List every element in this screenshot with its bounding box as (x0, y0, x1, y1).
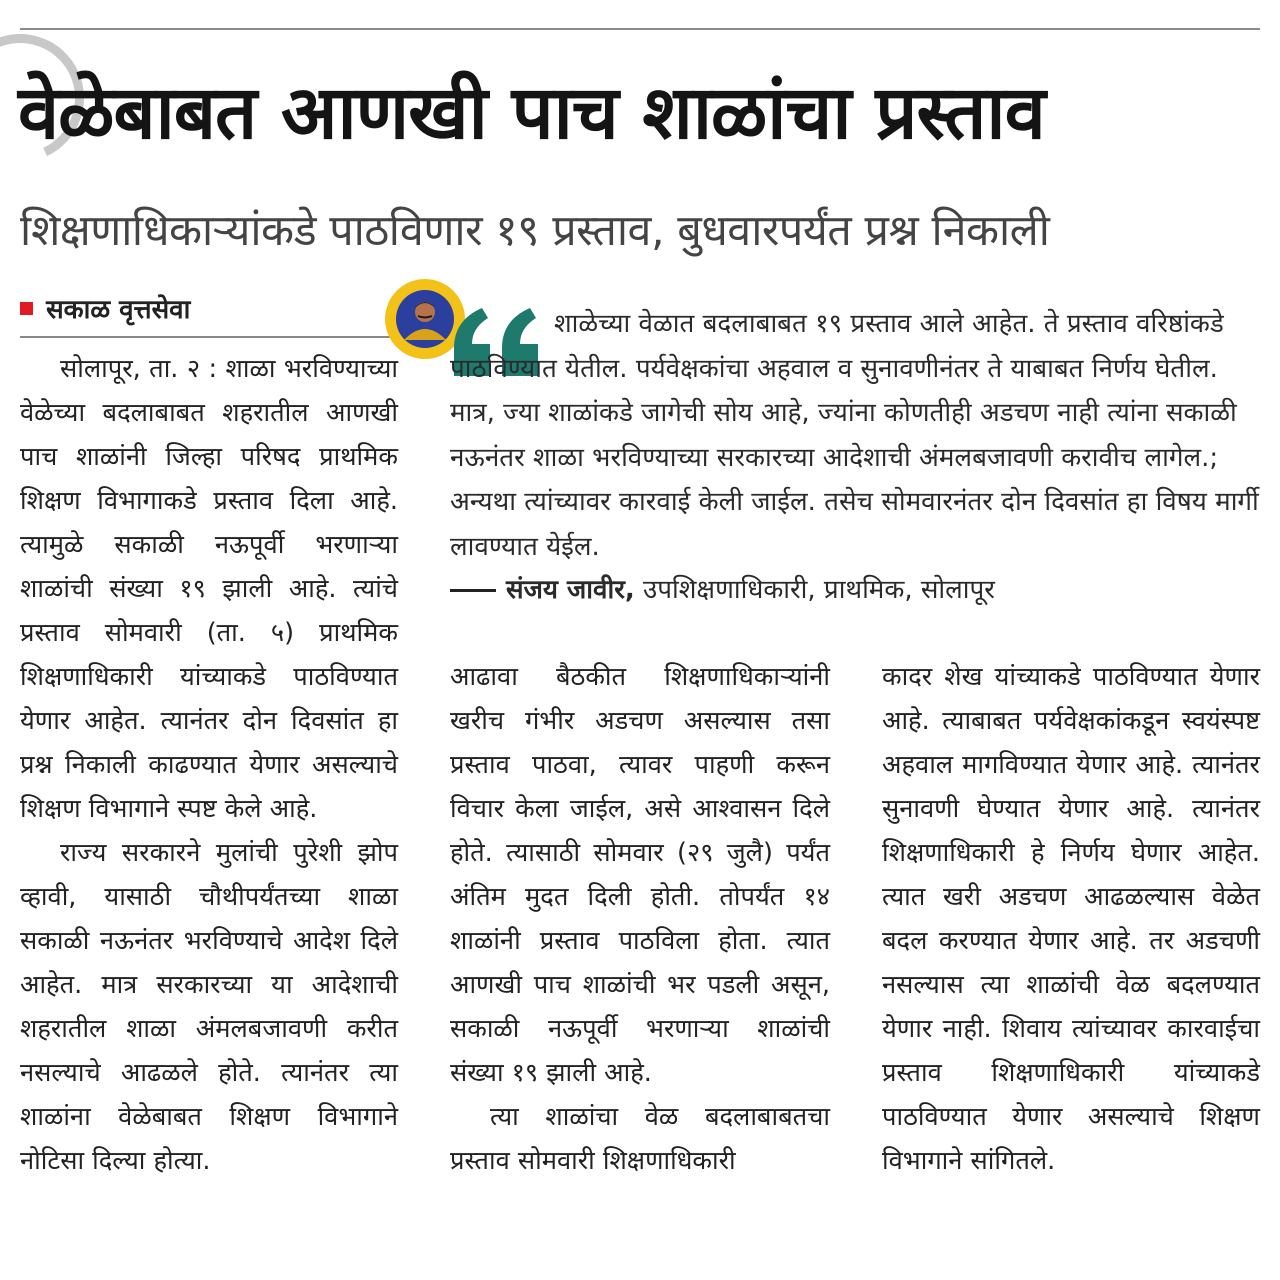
article-column-3 (882, 655, 1260, 1183)
paragraph: आढावा बैठकीत शिक्षणाधिकाऱ्यांनी खरीच गंभीर अडचण असल्यास तसा प्रस्ताव पाठवा, त्यावर पाहणी करून विचार केला जाईल, असे आश्वासन दिले होते. त्यासाठी सोमवार (२९ जुलै) पर्यंत अंतिम मुदत दिली होती. तोपर्यंत १४ शाळांनी प्रस्ताव पाठविला होता. त्यात आणखी पाच शाळांची भर पडली असून, सकाळी नऊपूर्वी भरणाऱ्या शाळांची संख्या १९ झाली आहे. (450, 662, 830, 1088)
top-rule (20, 28, 1260, 30)
subheadline: शिक्षणाधिकाऱ्यांकडे पाठविणार १९ प्रस्ताव, बुधवारपर्यंत प्रश्न निकाली (20, 206, 1050, 256)
paragraph: त्या शाळांचा वेळ बदलाबाबतचा प्रस्ताव सोमवारी शिक्षणाधिकारी (450, 1102, 830, 1176)
paragraph: राज्य सरकारने मुलांची पुरेशी झोप व्हावी, यासाठी चौथीपर्यंतच्या शाळा सकाळी नऊनंतर भरविण्याचे आदेश दिले आहेत. मात्र सरकारच्या या आदेशाची शहरातील शाळा अंमलबजावणी करीत नसल्याचे आढळले होते. त्यानंतर त्या शाळांना वेळेबाबत शिक्षण विभागाने नोटिसा दिल्या होत्या. (20, 838, 398, 1176)
article-column-1 (20, 347, 398, 1183)
headline: वेळेबाबत आणखी पाच शाळांचा प्रस्ताव (18, 70, 1045, 156)
quote-author: संजय जावीर, (506, 575, 635, 605)
article-column-2 (450, 655, 830, 1183)
paragraph: सोलापूर, ता. २ : शाळा भरविण्याच्या वेळेच्या बदलाबाबत शहरातील आणखी पाच शाळांनी जिल्हा परिषद प्राथमिक शिक्षण विभागाकडे प्रस्ताव दिला आहे. त्यामुळे सकाळी नऊपूर्वी भरणाऱ्या शाळांची संख्या १९ झाली आहे. त्यांचे प्रस्ताव सोमवारी (ता. ५) प्राथमिक शिक्षणाधिकारी यांच्याकडे पाठविण्यात येणार आहेत. त्यानंतर दोन दिवसांत हा प्रश्न निकाली काढण्यात येणार असल्याचे शिक्षण विभागाने स्पष्ट केले आहे. (20, 354, 398, 824)
byline-text: सकाळ वृत्तसेवा (46, 295, 191, 325)
paragraph: कादर शेख यांच्याकडे पाठविण्यात येणार आहे. त्याबाबत पर्यवेक्षकांकडून स्वयंस्पष्ट अहवाल मागविण्यात येणार आहे. त्यानंतर सुनावणी घेण्यात येणार आहे. त्यानंतर शिक्षणाधिकारी हे निर्णय घेणार आहेत. त्यात खरी अडचण आढळल्यास वेळेत बदल करण्यात येणार आहे. तर अडचणी नसल्यास त्या शाळांची वेळ बदलण्यात येणार नाही. शिवाय त्यांच्यावर कारवाईचा प्रस्ताव शिक्षणाधिकारी यांच्याकडे पाठविण्यात येणार असल्याचे शिक्षण विभागाने सांगितले. (882, 662, 1260, 1176)
quote-author-title: उपशिक्षणाधिकारी, प्राथमिक, सोलापूर (643, 575, 995, 605)
quote-text (450, 302, 1260, 569)
byline (20, 290, 392, 338)
signature-dash (450, 589, 496, 592)
byline-square-icon (20, 302, 33, 315)
quote-signature (450, 568, 1260, 612)
quote-body: शाळेच्या वेळात बदलाबाबत १९ प्रस्ताव आले आहेत. ते प्रस्ताव वरिष्ठांकडे पाठविण्यात येतील. पर्यवेक्षकांचा अहवाल व सुनावणीनंतर ते याबाबत निर्णय घेतील. मात्र, ज्या शाळांकडे जागेची सोय आहे, ज्यांना कोणतीही अडचण नाही त्यांना सकाळी नऊनंतर शाळा भरविण्याच्या सरकारच्या आदेशाची अंमलबजावणी करावीच लागेल.; अन्यथा त्यांच्यावर कारवाई केली जाईल. तसेच सोमवारनंतर दोन दिवसांत हा विषय मार्गी लावण्यात येईल. (450, 309, 1259, 562)
